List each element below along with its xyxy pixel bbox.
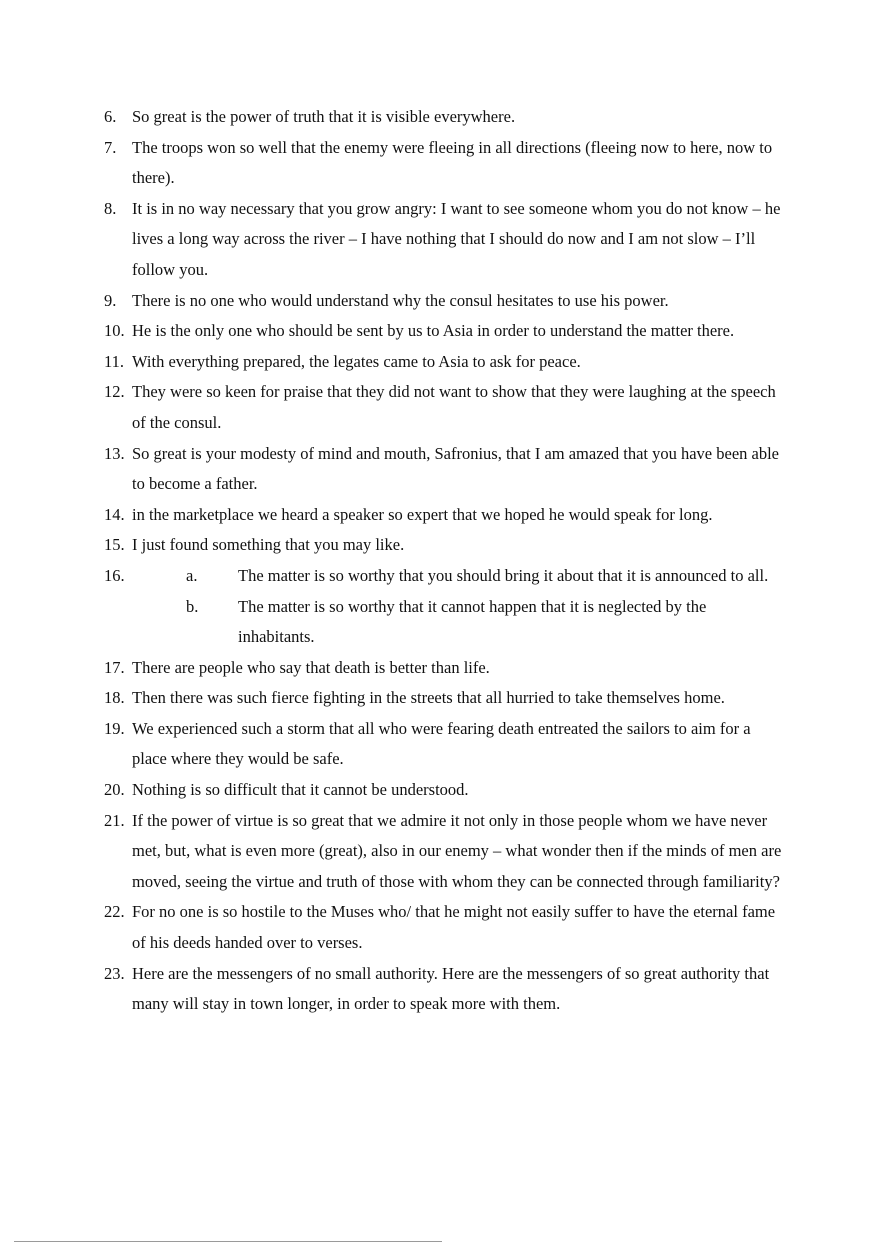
- list-item: [104, 714, 784, 775]
- item-number: 23.: [104, 963, 125, 983]
- item-text: So great is the power of truth that it is visible everywhere.: [132, 107, 516, 126]
- item-number: 16.: [104, 565, 125, 585]
- list-item: [104, 133, 784, 194]
- list-item: [104, 347, 784, 378]
- item-text: There is no one who would understand why the consul hesitates to use his power.: [132, 290, 669, 310]
- list-item-16: [104, 561, 784, 653]
- list-item: [104, 286, 784, 317]
- list-item: [104, 806, 784, 898]
- item-number: 13.: [104, 443, 125, 463]
- sub-item-a: [104, 561, 784, 592]
- item-text: in the marketplace we heard a speaker so expert that we hoped he would speak for long.: [132, 504, 713, 524]
- item-text: There are people who say that death is better than life.: [132, 657, 490, 677]
- list-item: [104, 653, 784, 684]
- list-item: [104, 897, 784, 958]
- exercise-list: [104, 102, 784, 1020]
- item-text: They were so keen for praise that they did not want to show that they were laughing at the speech of the consul.: [132, 382, 776, 432]
- item-number: 6.: [104, 107, 117, 126]
- item-number: 19.: [104, 718, 125, 738]
- item-number: 12.: [104, 382, 125, 402]
- item-text: The troops won so well that the enemy were fleeing in all directions (fleeing now to here, now to there).: [132, 137, 773, 188]
- sub-item-b: [104, 592, 784, 653]
- list-item: [104, 316, 784, 347]
- sub-item-letter: b.: [186, 596, 199, 616]
- list-item: [104, 959, 784, 1020]
- sub-item-letter: a.: [186, 565, 198, 585]
- list-item: [104, 775, 784, 806]
- list-item: [104, 102, 784, 133]
- item-text: If the power of virtue is so great that we admire it not only in those people whom we have never met, but, what is even more (great), also in our enemy – what wonder then if the minds of men are moved, seeing the virtue and truth of those with whom they can be connected through familiarity?: [132, 810, 782, 891]
- item-number: 14.: [104, 504, 125, 524]
- item-number: 8.: [104, 198, 117, 218]
- item-number: 15.: [104, 535, 125, 555]
- item-number: 11.: [104, 351, 125, 371]
- item-number: 22.: [104, 902, 125, 922]
- item-text: We experienced such a storm that all who were fearing death entreated the sailors to aim for a place where they would be safe.: [132, 718, 751, 769]
- list-item: [104, 194, 784, 286]
- item-text: I just found something that you may like.: [132, 535, 405, 555]
- footnote-separator: [14, 1241, 442, 1242]
- list-item: [104, 530, 784, 561]
- list-item: [104, 439, 784, 500]
- list-item: [104, 377, 784, 438]
- item-text: Nothing is so difficult that it cannot be understood.: [132, 780, 469, 800]
- item-text: For no one is so hostile to the Muses who/ that he might not easily suffer to have the eternal fame of his deeds handed over to verses.: [132, 902, 776, 953]
- item-text: With everything prepared, the legates came to Asia to ask for peace.: [132, 351, 581, 371]
- item-number: 20.: [104, 780, 125, 800]
- item-number: 18.: [104, 688, 125, 708]
- item-text: Here are the messengers of no small authority. Here are the messengers of so great authority that many will stay in town longer, in order to speak more with them.: [132, 963, 770, 1014]
- item-text: It is in no way necessary that you grow angry: I want to see someone whom you do not know – he lives a long way across the river – I have nothing that I should do now and I am not slow – I’ll follow you.: [132, 198, 781, 279]
- item-text: So great is your modesty of mind and mouth, Safronius, that I am amazed that you have been able to become a father.: [132, 443, 780, 494]
- sub-item-text: The matter is so worthy that you should bring it about that it is announced to all.: [238, 565, 769, 585]
- list-item: [104, 683, 784, 714]
- sub-item-text: The matter is so worthy that it cannot happen that it is neglected by the inhabitants.: [238, 596, 707, 647]
- item-number: 9.: [104, 290, 117, 310]
- item-text: Then there was such fierce fighting in the streets that all hurried to take themselves home.: [132, 688, 725, 708]
- item-number: 21.: [104, 810, 125, 830]
- item-text: He is the only one who should be sent by us to Asia in order to understand the matter there.: [132, 321, 735, 341]
- list-item: [104, 500, 784, 531]
- item-number: 7.: [104, 137, 117, 157]
- item-number: 10.: [104, 321, 125, 341]
- item-number: 17.: [104, 657, 125, 677]
